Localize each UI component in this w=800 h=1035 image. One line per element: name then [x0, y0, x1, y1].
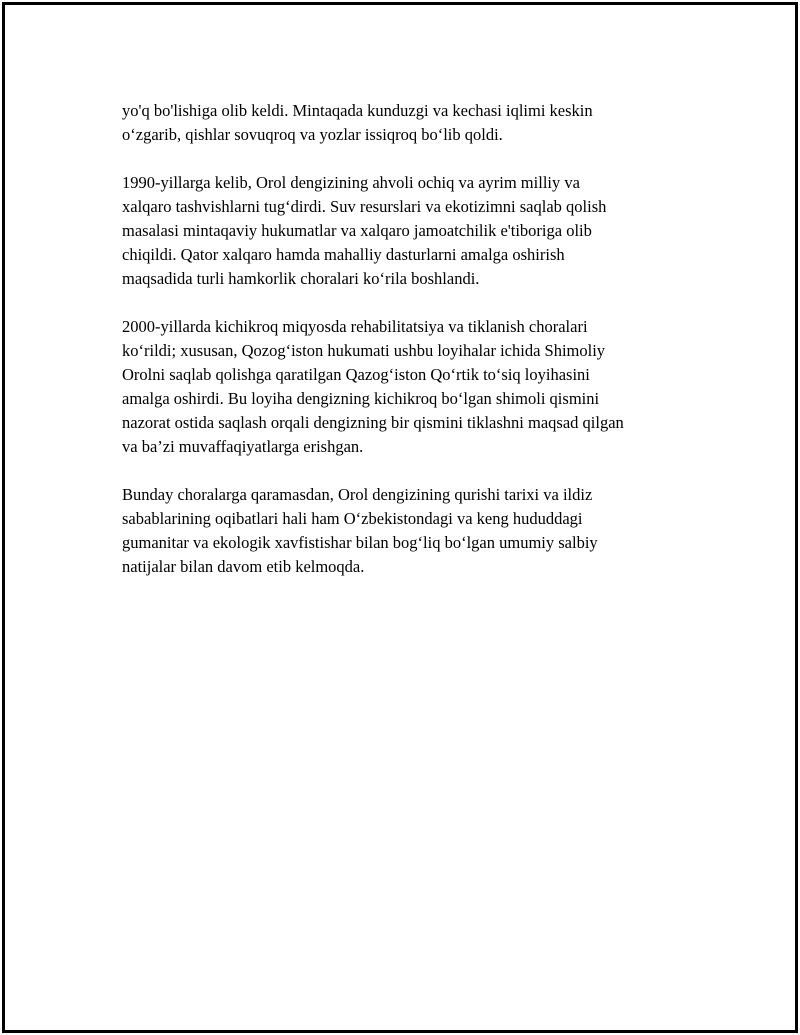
paragraph-3: 2000-yillarda kichikroq miqyosda rehabilitatsiya va tiklanish choralari ko‘rildi; xususan, Qozog‘iston hukumati ushbu loyihalar ichida Shimoliy Orolni saqlab qolishga qaratilgan Qazog‘iston Qo‘rtik to‘siq loyihasini amalga oshirdi. Bu loyiha dengizning kichikroq bo‘lgan shimoli qismini nazorat ostida saqlash orqali dengizning bir qismini tiklashni maqsad qilgan va ba’zi muvaffaqiyatlarga erishgan. [122, 317, 624, 456]
paragraph-1: yo'q bo'lishiga olib keldi. Mintaqada kunduzgi va kechasi iqlimi keskin o‘zgarib, qishlar sovuqroq va yozlar issiqroq bo‘lib qoldi. [122, 101, 593, 144]
document-page [2, 2, 798, 1033]
document-body [122, 99, 692, 603]
paragraph-4: Bunday choralarga qaramasdan, Orol dengizining qurishi tarixi va ildiz sabablarining oqibatlari hali ham O‘zbekistondagi va keng hududdagi gumanitar va ekologik xavfistishar bilan bog‘liq bo‘lgan umumiy salbiy natijalar bilan davom etib kelmoqda. [122, 485, 598, 576]
paragraph-2: 1990-yillarga kelib, Orol dengizining ahvoli ochiq va ayrim milliy va xalqaro tashvishlarni tug‘dirdi. Suv resurslari va ekotizimni saqlab qolish masalasi mintaqaviy hukumatlar va xalqaro jamoatchilik e'tiboriga olib chiqildi. Qator xalqaro hamda mahalliy dasturlarni amalga oshirish maqsadida turli hamkorlik choralari ko‘rila boshlandi. [122, 173, 607, 288]
